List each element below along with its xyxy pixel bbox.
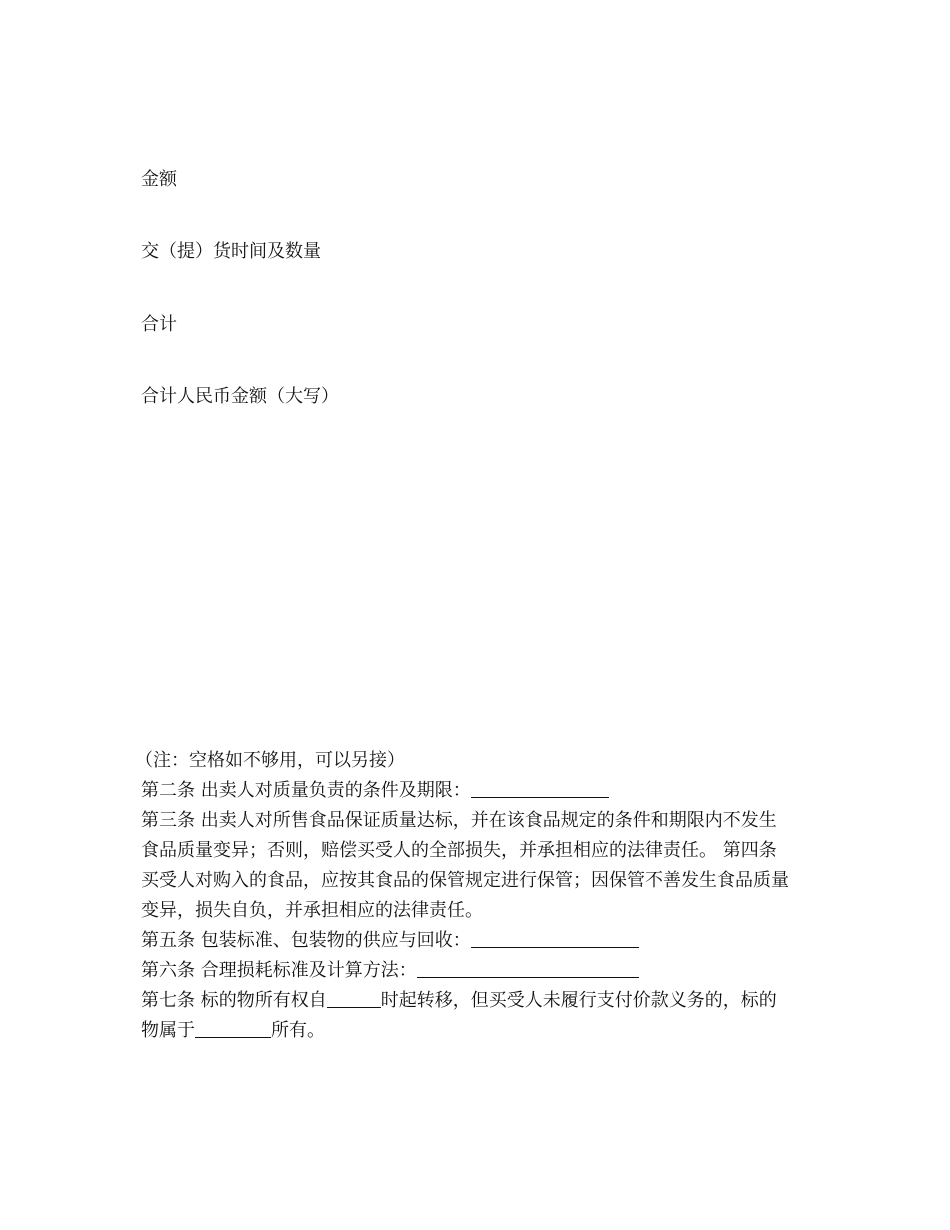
label-delivery-time-quantity: 交（提）货时间及数量 bbox=[141, 241, 321, 262]
article-7-blank-1 bbox=[327, 989, 381, 1008]
article-5 bbox=[141, 926, 821, 956]
label-total-rmb-uppercase: 合计人民币金额（大写） bbox=[141, 386, 339, 407]
article-7-line-1 bbox=[141, 986, 821, 1016]
label-total: 合计 bbox=[141, 314, 177, 335]
article-6-text: 第六条 合理损耗标准及计算方法： bbox=[141, 960, 417, 981]
article-2-blank bbox=[471, 779, 609, 798]
article-3-line-2: 食品质量变异；否则，赔偿买受人的全部损失，并承担相应的法律责任。 第四条 bbox=[141, 840, 777, 861]
article-7-text-3: 物属于 bbox=[141, 1020, 195, 1041]
article-5-text: 第五条 包装标准、包装物的供应与回收： bbox=[141, 930, 471, 951]
article-6 bbox=[141, 956, 821, 986]
article-4-line-2: 变异，损失自负，并承担相应的法律责任。 bbox=[141, 900, 483, 921]
article-6-blank bbox=[417, 959, 639, 978]
label-amount: 金额 bbox=[141, 169, 177, 190]
article-2 bbox=[141, 776, 821, 806]
article-7-text-2: 时起转移，但买受人未履行支付价款义务的，标的 bbox=[380, 990, 777, 1011]
article-2-text: 第二条 出卖人对质量负责的条件及期限： bbox=[141, 780, 471, 801]
article-7-text-1: 第七条 标的物所有权自 bbox=[141, 990, 327, 1011]
article-3-line-1: 第三条 出卖人对所售食品保证质量达标，并在该食品规定的条件和期限内不发生 bbox=[141, 810, 777, 831]
note-line: （注：空格如不够用，可以另接） bbox=[135, 750, 405, 771]
article-4-line-1: 买受人对购入的食品，应按其食品的保管规定进行保管；因保管不善发生食品质量 bbox=[141, 870, 789, 891]
contract-clauses bbox=[135, 746, 821, 1046]
article-7-blank-2 bbox=[195, 1019, 271, 1038]
article-5-blank bbox=[471, 929, 639, 948]
article-7-line-2 bbox=[141, 1016, 821, 1046]
article-7-text-4: 所有。 bbox=[271, 1020, 325, 1041]
